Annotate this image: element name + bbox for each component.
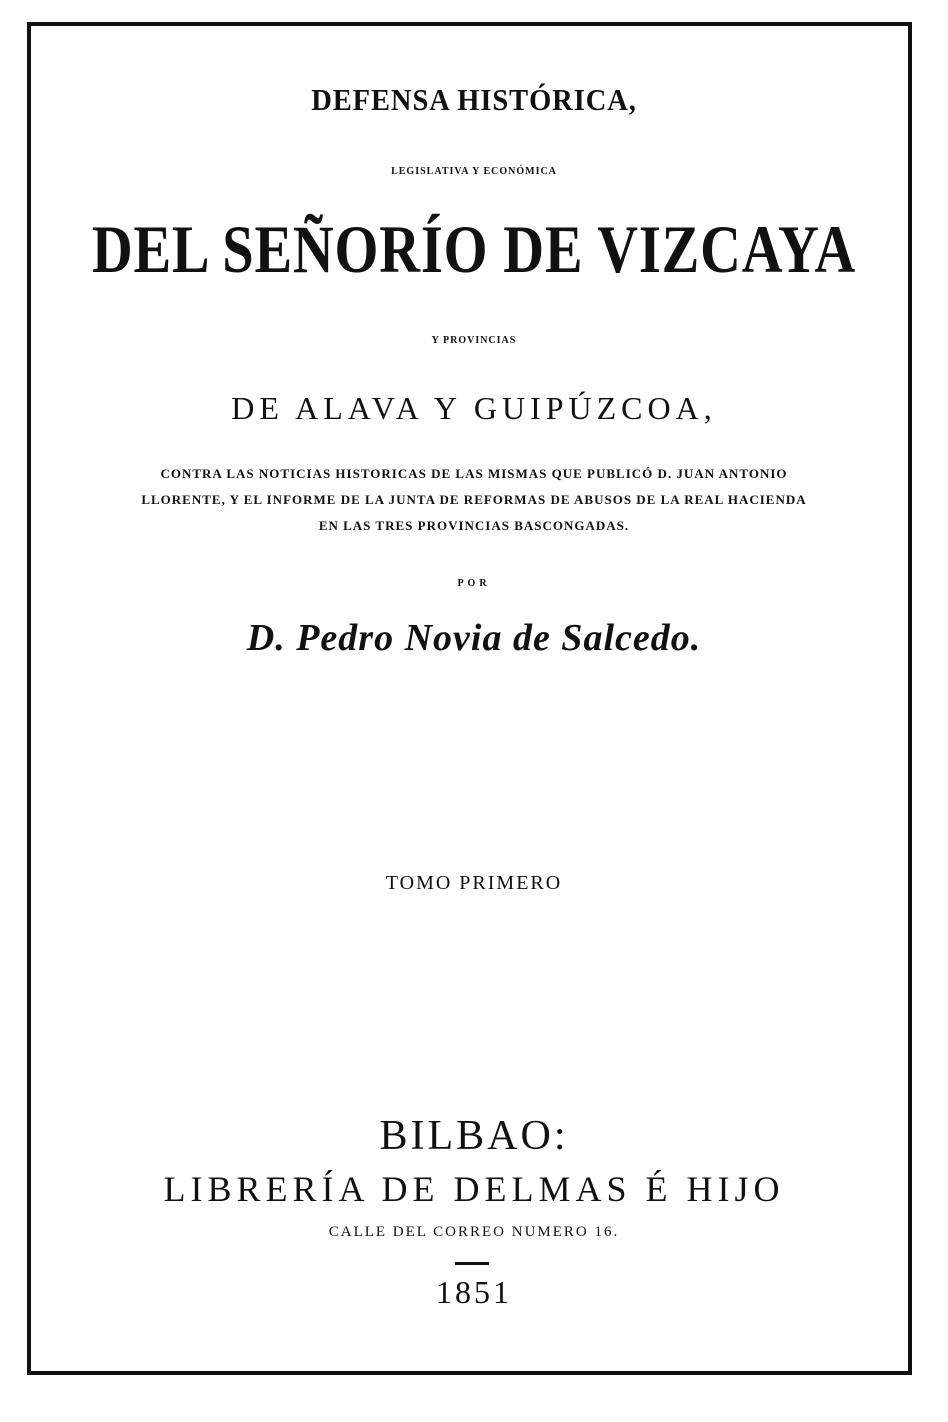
author-name: D. Pedro Novia de Salcedo. — [246, 617, 702, 659]
subtitle-line-1: CONTRA LAS NOTICIAS HISTORICAS DE LAS MISMAS QUE PUBLICÓ D. JUAN ANTONIO — [160, 466, 788, 481]
imprint-divider — [455, 1262, 489, 1265]
title-line-alava-guipuzcoa: DE ALAVA Y GUIPÚZCOA, — [231, 390, 717, 426]
subtitle-line-3: EN LAS TRES PROVINCIAS BASCONGADAS. — [318, 518, 630, 533]
main-title: DEL SEÑORÍO DE VIZCAYA — [91, 211, 857, 287]
title-line-defensa-historica: DEFENSA HISTÓRICA, — [311, 82, 637, 117]
title-line-legislativa: LEGISLATIVA Y ECONÓMICA — [391, 166, 557, 177]
title-line-provincias: Y PROVINCIAS — [431, 335, 517, 346]
volume-label: TOMO PRIMERO — [385, 872, 563, 894]
imprint-city: BILBAO: — [379, 1113, 569, 1159]
por-label: POR — [457, 578, 491, 589]
imprint-publisher: LIBRERÍA DE DELMAS É HIJO — [163, 1169, 785, 1209]
subtitle-line-2: LLORENTE, Y EL INFORME DE LA JUNTA DE REFORMAS DE ABUSOS DE LA REAL HACIENDA — [141, 492, 807, 507]
imprint-year: 1851 — [436, 1274, 512, 1310]
imprint-address: CALLE DEL CORREO NUMERO 16. — [328, 1224, 620, 1240]
